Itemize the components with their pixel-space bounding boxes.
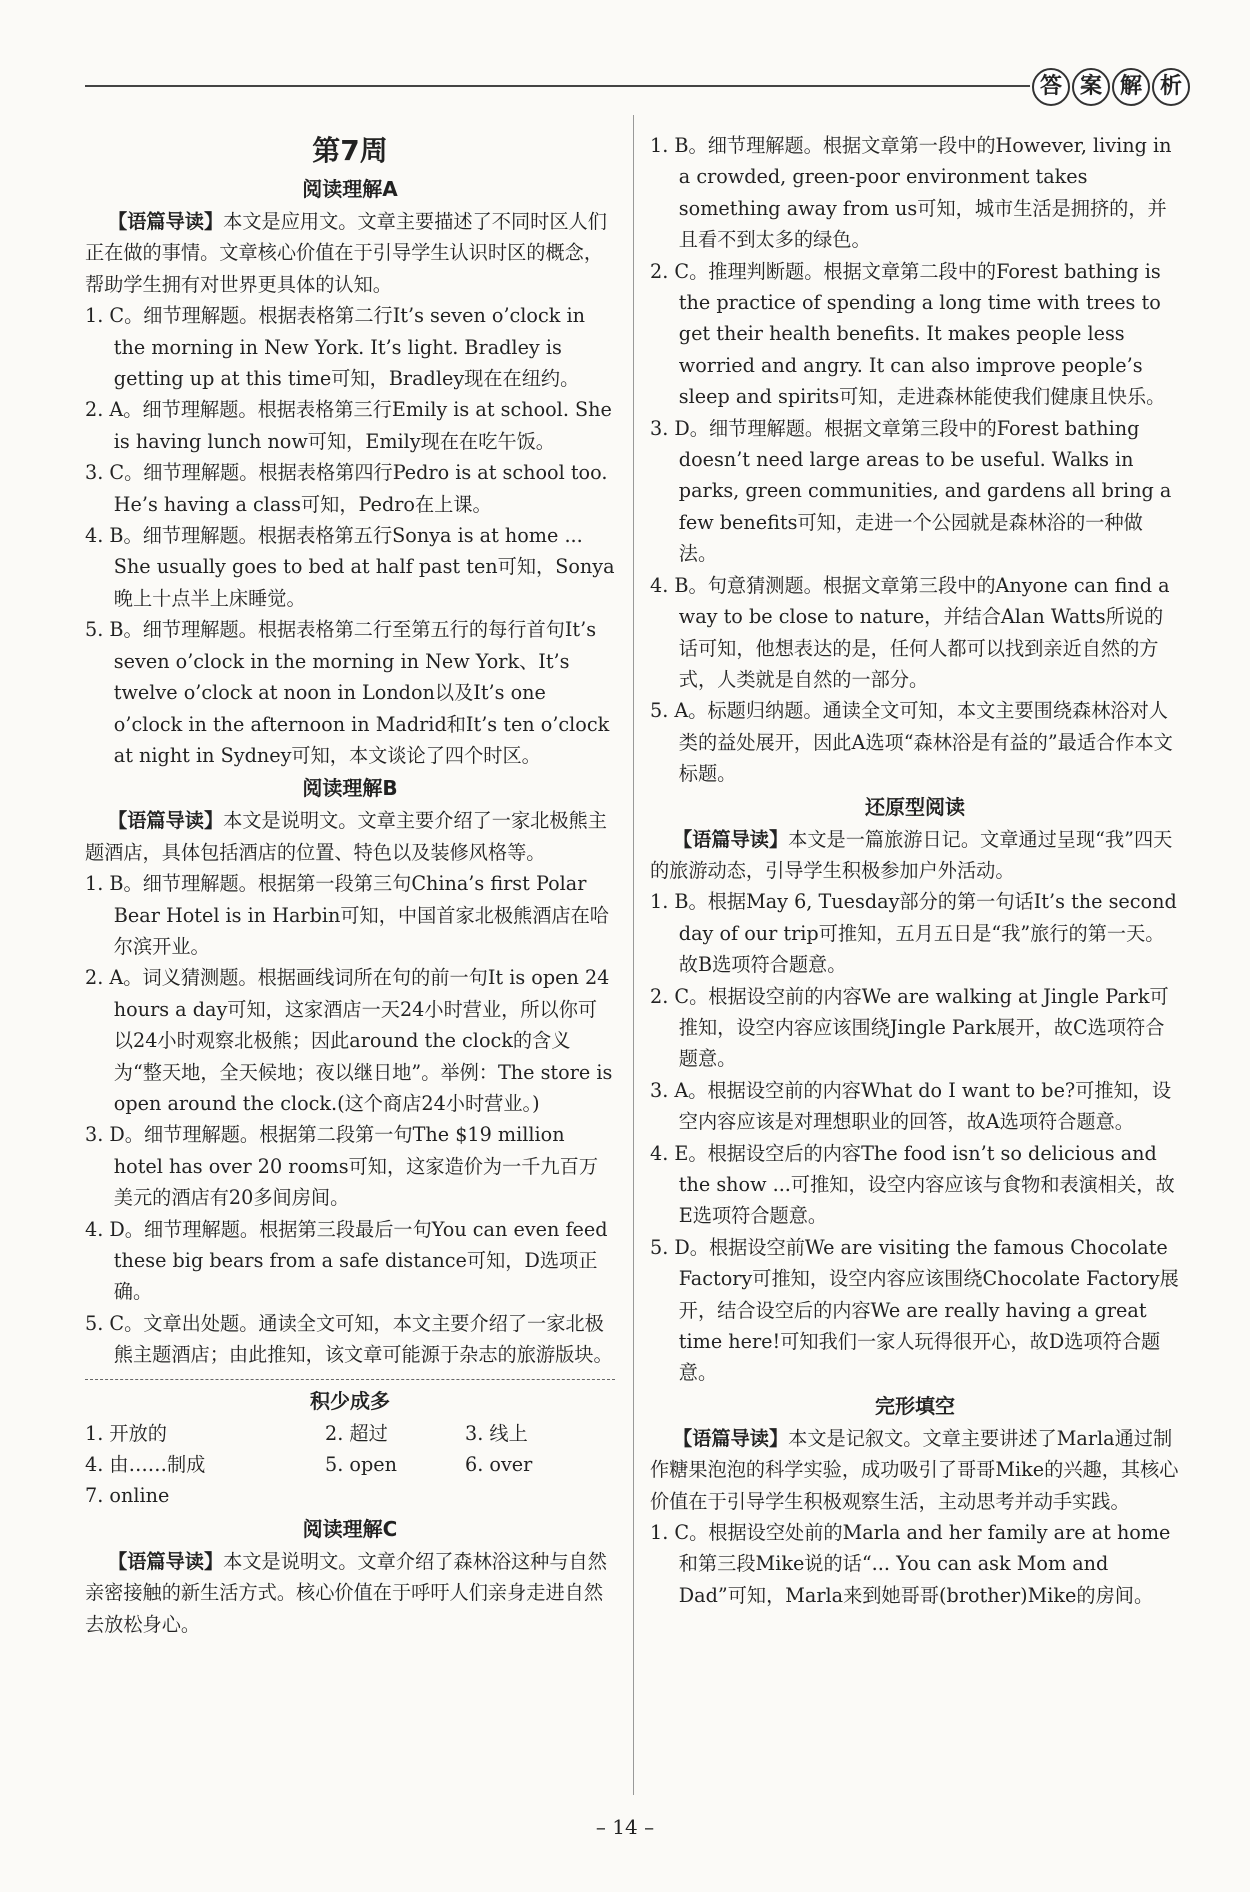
answer-item: 1. B。细节理解题。根据文章第一段中的However, living in a crowded, green-poor environment takes something away from us可知，城市生活是拥挤的，并且看不到太多的绿色。: [650, 134, 1172, 252]
intro-d: [650, 824, 1180, 887]
section-title-b: 阅读理解B: [302, 776, 398, 801]
intro-label: 【语篇导读】: [108, 1549, 224, 1573]
header-char: 析: [1152, 68, 1190, 106]
intro-label: 【语篇导读】: [673, 827, 789, 851]
answer-item: 1. B。根据May 6, Tuesday部分的第一句话It’s the second day of our trip可推知，五月五日是“我”旅行的第一天。故B选项符合题意。: [650, 890, 1177, 977]
answer-item: 4. B。句意猜测题。根据文章第三段中的Anyone can find a way to be close to nature，并结合Alan Watts所说的话可知，他想表达的是，任何人都可以找到亲近自然的方式，人类就是自然的一部分。: [650, 573, 1170, 691]
section-title-vocab: 积少成多: [310, 1388, 390, 1413]
answer-item: 3. D。细节理解题。根据文章第三段中的Forest bathing doesn’t need large areas to be useful. Walks in parks, green communities, and gardens all bring a few benefits可知，走进一个公园就是森林浴的一种做法。: [650, 416, 1172, 566]
intro-text: 本文是记叙文。文章主要讲述了Marla通过制作糖果泡泡的科学实验，成功吸引了哥哥Mike的兴趣，其核心价值在于引导学生积极观察生活，主动思考并动手实践。: [650, 1426, 1179, 1513]
intro-text: 本文是一篇旅游日记。文章通过呈现“我”四天的旅游动态，引导学生积极参加户外活动。: [650, 827, 1173, 882]
vocab-item: 7. online: [85, 1484, 170, 1508]
section-title-d: 还原型阅读: [865, 794, 965, 819]
week-title: 第7周: [312, 134, 388, 167]
section-title-a: 阅读理解A: [302, 177, 398, 201]
header-char: 解: [1112, 68, 1150, 106]
vocab-item: 1. 开放的: [85, 1421, 167, 1445]
answer-item: 1. C。细节理解题。根据表格第二行It’s seven o’clock in the morning in New York. It’s light. Bradley is getting up at this time可知，Bradley现在在纽约。: [85, 304, 585, 391]
column-divider: [633, 115, 634, 1795]
answer-item: 1. B。细节理解题。根据第一段第三句China’s first Polar Bear Hotel is in Harbin可知，中国首家北极熊酒店在哈尔滨开业。: [85, 872, 609, 958]
intro-e: [650, 1423, 1180, 1517]
answer-item: 5. A。标题归纳题。通读全文可知，本文主要围绕森林浴对人类的益处展开，因此A选项“森林浴是有益的”最适合作本文标题。: [650, 699, 1173, 786]
answer-item: 5. B。细节理解题。根据表格第二行至第五行的每行首句It’s seven o’clock in the morning in New York、It’s twelve o’clock at noon in London以及It’s one o’clock in the afternoon in Madrid和It’s ten o’clock at night in Sydney可知，本文谈论了四个时区。: [85, 618, 610, 767]
intro-text: 本文是说明文。文章主要介绍了一家北极熊主题酒店，具体包括酒店的位置、特色以及装修风格等。: [85, 809, 607, 864]
answer-item: 2. A。细节理解题。根据表格第三行Emily is at school. She is having lunch now可知，Emily现在在吃午饭。: [85, 398, 612, 453]
vocab-item: 2. 超过: [325, 1421, 388, 1445]
answer-item: 2. A。词义猜测题。根据画线词所在句的前一句It is open 24 hours a day可知，这家酒店一天24小时营业，所以你可以24小时观察北极熊；因此around the clock的含义为“整天地，全天候地；夜以继日地”。举例：The store is open around the clock.(这个商店24小时营业。): [85, 966, 613, 1115]
page-number: – 14 –: [595, 1815, 655, 1839]
answer-item: 4. D。细节理解题。根据第三段最后一句You can even feed these big bears from a safe distance可知，D选项正确。: [85, 1217, 608, 1304]
answer-item: 2. C。推理判断题。根据文章第二段中的Forest bathing is the practice of spending a long time with trees to get their health benefits. It makes people less worried and angry. It can also improve people’s sleep and spirits可知，走进森林能使我们健康且快乐。: [650, 259, 1166, 409]
intro-a: [85, 206, 615, 300]
vocab-item: 5. open: [325, 1453, 397, 1477]
section-title-e: 完形填空: [875, 1393, 955, 1418]
section-title-c: 阅读理解C: [302, 1516, 398, 1541]
answer-item: 4. B。细节理解题。根据表格第五行Sonya is at home ... She usually goes to bed at half past ten可知，Sonya晚上十点半上床睡觉。: [85, 524, 615, 610]
answer-item: 5. C。文章出处题。通读全文可知，本文主要介绍了一家北极熊主题酒店；由此推知，该文章可能源于杂志的旅游版块。: [85, 1311, 613, 1367]
answer-item: 5. D。根据设空前We are visiting the famous Chocolate Factory可推知，设空内容应该围绕Chocolate Factory展开，结合设空后的内容We are really having a great time here!可知我们一家人玩得很开心，故D选项符合题意。: [650, 1235, 1179, 1385]
answer-item: 2. C。根据设空前的内容We are walking at Jingle Park可推知，设空内容应该围绕Jingle Park展开，故C选项符合题意。: [650, 984, 1169, 1071]
answer-item: 4. E。根据设空后的内容The food isn’t so delicious and the show ...可推知，设空内容应该与食物和表演相关，故E选项符合题意。: [650, 1141, 1175, 1228]
vocab-item: 3. 线上: [465, 1421, 528, 1445]
answer-item: 3. A。根据设空前的内容What do I want to be?可推知，设空内容应该是对理想职业的回答，故A选项符合题意。: [650, 1078, 1172, 1134]
intro-text: 本文是应用文。文章主要描述了不同时区人们正在做的事情。文章核心价值在于引导学生认识时区的概念，帮助学生拥有对世界更具体的认知。: [85, 210, 607, 296]
vocab-item: 4. 由……制成: [85, 1453, 206, 1477]
intro-c: [85, 1546, 615, 1640]
header-char: 答: [1032, 68, 1070, 106]
vocab-item: 6. over: [465, 1453, 533, 1477]
answer-item: 1. C。根据设空处前的Marla and her family are at home和第三段Mike说的话“... You can ask Mom and Dad”可知，Marla来到她哥哥(brother)Mike的房间。: [650, 1521, 1171, 1607]
header-badge: [1032, 68, 1190, 106]
answer-item: 3. D。细节理解题。根据第二段第一句The $19 million hotel has over 20 rooms可知，这家造价为一千九百万美元的酒店有20多间房间。: [85, 1123, 599, 1210]
intro-text: 本文是说明文。文章介绍了森林浴这种与自然亲密接触的新生活方式。核心价值在于呼吁人们亲身走进自然去放松身心。: [85, 1549, 607, 1636]
intro-label: 【语篇导读】: [108, 210, 224, 233]
right-column: [650, 130, 1180, 1611]
left-column: [85, 130, 615, 1640]
header-char: 案: [1072, 68, 1110, 106]
intro-label: 【语篇导读】: [108, 809, 224, 833]
intro-b: [85, 805, 615, 868]
dashed-separator: [85, 1379, 615, 1380]
answer-item: 3. C。细节理解题。根据表格第四行Pedro is at school too. He’s having a class可知，Pedro在上课。: [85, 461, 608, 516]
intro-label: 【语篇导读】: [673, 1426, 789, 1450]
header-rule: [85, 85, 1030, 87]
vocab-grid: [85, 1418, 615, 1512]
